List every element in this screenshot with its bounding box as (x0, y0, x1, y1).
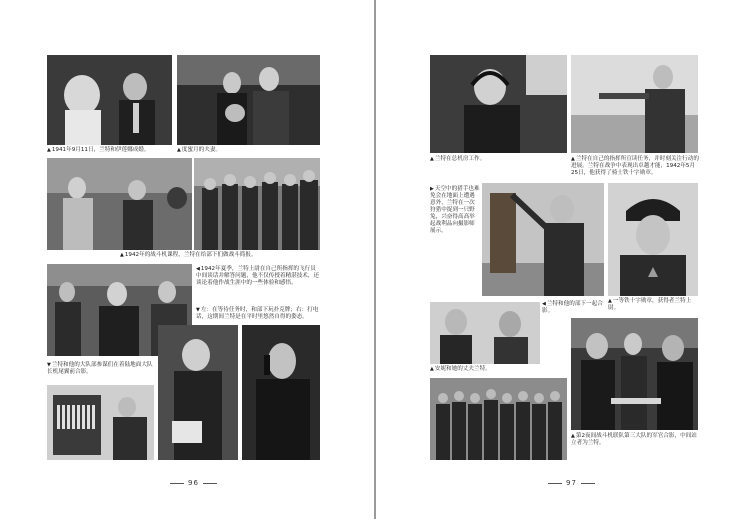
hunting-hare-photo (482, 183, 604, 296)
caption-marker-icon: ▲ (47, 147, 51, 153)
caption-marker-icon: ▲ (608, 298, 612, 304)
staff-tail-photo (47, 385, 154, 460)
caption-marker-icon: ▲ (571, 156, 575, 162)
caption-portrait: ▲一等铁十字勋章，获得者兰特上尉。 (608, 298, 692, 311)
caption-marker-icon: ▼ (196, 307, 200, 313)
caption-marker-icon: ▲ (430, 366, 434, 372)
briefing-photo-left-image (47, 158, 192, 250)
caption-cards-phone: ▼左：在等待任务时，和部下玩扑克牌；右：打电话，这期间兰特是在平时里悠然自得的姿态。 (196, 307, 319, 320)
left-page (0, 0, 374, 519)
right-page (376, 0, 750, 519)
operator-photo (430, 55, 567, 153)
caption-marker-icon: ▲ (120, 252, 124, 258)
page-number-left: 96 (166, 479, 221, 487)
caption-marker-icon: ◀ (196, 266, 200, 272)
caption-annie: ▲安妮和她的丈夫兰特。 (430, 366, 491, 372)
caption-subordinates: ◀兰特和他的部下一起合影。 (542, 301, 603, 314)
briefing-photo-right-image (194, 158, 320, 250)
staff-tail-photo-image (47, 385, 154, 460)
group-with-subordinates-photo-image (430, 302, 540, 364)
caption-marker-icon: ◀ (542, 301, 546, 307)
briefing-photo-right (194, 158, 320, 250)
operator-photo-image (430, 55, 567, 153)
officers-group-photo-image (430, 378, 567, 460)
page-dash-icon (581, 483, 595, 484)
playing-cards-photo-image (158, 325, 238, 460)
caption-honeymoon: ▲度蜜月的夫妻。 (177, 147, 222, 153)
wedding-photo (47, 55, 172, 145)
playing-cards-photo (158, 325, 238, 460)
command-post-photo-image (571, 55, 698, 153)
command-post-photo (571, 55, 698, 153)
caption-pilots-discussion: ◀1942年夏季，兰特上尉在自己所指挥的飞行员中间谈话并解答问题，他不仅传授着精湛技术，还谈论着他作战生涯中的一些体验和感悟。 (196, 266, 320, 286)
telephone-photo (242, 325, 320, 460)
caption-operator: ▲兰特在总机房工作。 (430, 156, 486, 162)
hunting-hare-photo-image (482, 183, 604, 296)
officer-portrait-photo-image (608, 183, 698, 296)
honeymoon-photo-image (177, 55, 320, 145)
briefing-photo-left (47, 158, 192, 250)
officers-group-photo (430, 378, 567, 460)
handshake-photo (571, 318, 698, 430)
telephone-photo-image (242, 325, 320, 460)
caption-marker-icon: ▼ (47, 362, 51, 368)
officer-portrait-photo (608, 183, 698, 296)
caption-marker-icon: ▶ (430, 186, 434, 192)
page-dash-icon (170, 483, 184, 484)
handshake-photo-image (571, 318, 698, 430)
caption-command-post: ▲兰特在自己的指挥所宣读任务，并时刻关注行动的进展。兰特在战争中表现出卓越才能，1942年5月25日，他获得了骑士铁十字勋章。 (571, 156, 699, 176)
wedding-photo-image (47, 55, 172, 145)
caption-marker-icon: ▲ (177, 147, 181, 153)
page-number-right: 97 (544, 479, 599, 487)
caption-hunting: ▶天空中的猎手也难免会在地面上遭遇意外，兰特在一次狩猎中捉到一只野兔，兴奋得高高举起战利品向摄影师展示。 (430, 186, 480, 234)
caption-marker-icon: ▲ (430, 156, 434, 162)
caption-marker-icon: ▲ (571, 433, 575, 439)
caption-officers-group: ▲第2夜间战斗机联队第三大队的军官合影，中间站立者为兰特。 (571, 433, 697, 446)
page-dash-icon (548, 483, 562, 484)
caption-staff: ▼兰特和他的大队部参谋们在着陆地面大队长机尾翼前合影。 (47, 362, 153, 375)
caption-wedding: ▲1941年9月11日，兰特和伊莲娜成婚。 (47, 147, 150, 153)
caption-briefing: ▲1942年的战斗机课程，兰特在给部下们做战斗简报。 (120, 252, 257, 258)
page-dash-icon (203, 483, 217, 484)
group-with-subordinates-photo (430, 302, 540, 364)
honeymoon-photo (177, 55, 320, 145)
